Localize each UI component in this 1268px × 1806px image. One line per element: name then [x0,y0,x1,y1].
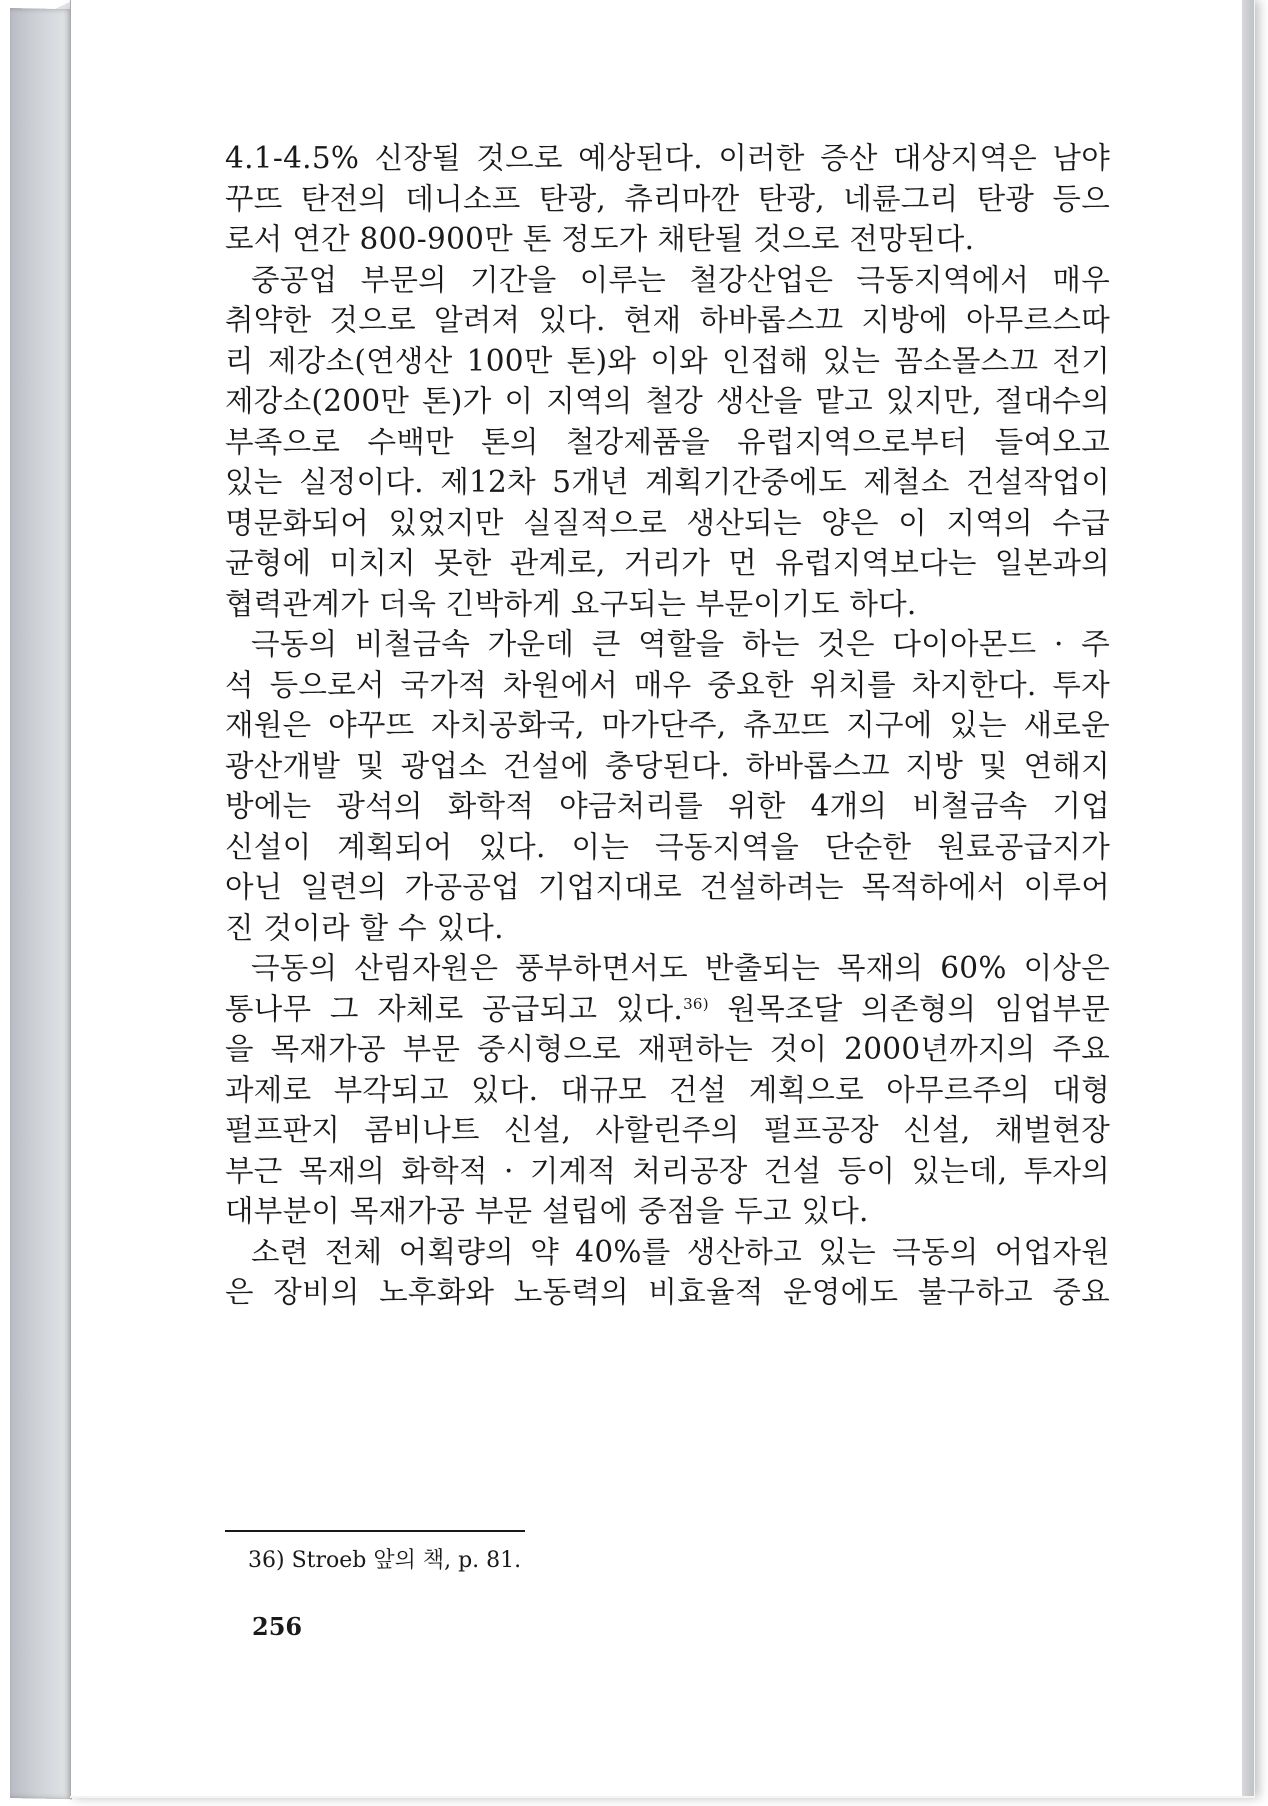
text-line: 방에는 광석의 화학적 야금처리를 위한 4개의 비철금속 기업 [225,789,1110,823]
text-line-with-footnote [225,989,1110,1030]
text-line: 대부분이 목재가공 부문 설립에 중점을 두고 있다. [225,1194,869,1228]
text-line: 협력관계가 더욱 긴박하게 요구되는 부문이기도 하다. [225,586,917,621]
body-text [225,138,1110,1313]
text-line: 꾸뜨 탄전의 데니소프 탄광, 츄리마깐 탄광, 네륜그리 탄광 등으 [225,181,1110,216]
text-line: 중공업 부문의 기간을 이루는 철강산업은 극동지역에서 매우 [251,262,1110,297]
text-line: 석 등으로서 국가적 차원에서 매우 중요한 위치를 차지한다. 투자 [225,667,1110,702]
text-line: 소련 전체 어획량의 약 40%를 생산하고 있는 극동의 어업자원 [251,1234,1110,1269]
text-line: 극동의 산림자원은 풍부하면서도 반출되는 목재의 60% 이상은 [251,951,1110,985]
page-number: 256 [252,1612,303,1641]
footnote: 36) Stroeb 앞의 책, p. 81. [248,1548,522,1573]
page-edge [1242,0,1254,1796]
text-line: 균형에 미치지 못한 관계로, 거리가 먼 유럽지역보다는 일본과의 [225,546,1110,580]
text-line: 은 장비의 노후화와 노동력의 비효율적 운영에도 불구하고 중요 [225,1275,1110,1309]
footnote-divider [225,1530,525,1532]
text-line: 리 제강소(연생산 100만 톤)와 이와 인접해 있는 꼼소몰스끄 전기 [225,343,1110,378]
text-segment: 통나무 그 자체로 공급되고 있다. [225,991,684,1026]
text-line: 제강소(200만 톤)가 이 지역의 철강 생산을 맡고 있지만, 절대수의 [225,384,1110,418]
text-line: 광산개발 및 광업소 건설에 충당된다. 하바롭스끄 지방 및 연해지 [225,748,1110,783]
text-line: 극동의 비철금속 가운데 큰 역할을 하는 것은 다이아몬드 · 주 [251,627,1110,661]
text-line: 부근 목재의 화학적 · 기계적 처리공장 건설 등이 있는데, 투자의 [225,1153,1110,1188]
text-line: 펄프판지 콤비나트 신설, 사할린주의 펄프공장 신설, 채벌현장 [225,1113,1110,1147]
text-line: 취약한 것으로 알려져 있다. 현재 하바롭스끄 지방에 아무르스따 [225,303,1110,337]
text-line: 부족으로 수백만 톤의 철강제품을 유럽지역으로부터 들여오고 [225,424,1110,459]
text-line: 신설이 계획되어 있다. 이는 극동지역을 단순한 원료공급지가 [225,829,1110,864]
text-line: 재원은 야꾸뜨 자치공화국, 마가단주, 츄꼬뜨 지구에 있는 새로운 [225,708,1110,742]
text-line: 로서 연간 800-900만 톤 정도가 채탄될 것으로 전망된다. [225,222,975,256]
text-line: 아닌 일련의 가공공업 기업지대로 건설하려는 목적하에서 이루어 [225,870,1110,904]
book-spine [10,8,72,1799]
text-line: 진 것이라 할 수 있다. [225,910,504,945]
text-line: 있는 실정이다. 제12차 5개년 계획기간중에도 제철소 건설작업이 [225,465,1110,499]
text-line: 명문화되어 있었지만 실질적으로 생산되는 양은 이 지역의 수급 [225,505,1110,540]
footnote-reference: 36) [683,994,709,1013]
text-line: 4.1-4.5% 신장될 것으로 예상된다. 이러한 증산 대상지역은 남야 [225,141,1110,175]
text-line: 을 목재가공 부문 중시형으로 재편하는 것이 2000년까지의 주요 [225,1032,1110,1066]
text-segment: 원목조달 의존형의 임업부문 [708,991,1110,1026]
text-line: 과제로 부각되고 있다. 대규모 건설 계획으로 아무르주의 대형 [225,1072,1110,1107]
